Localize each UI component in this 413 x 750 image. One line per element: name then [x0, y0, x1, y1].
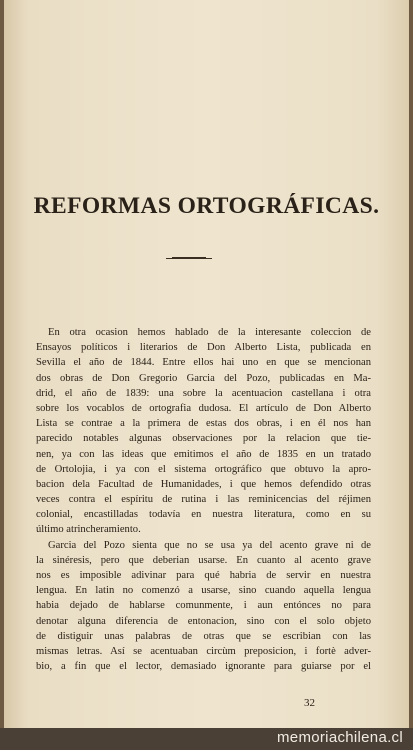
text-line: mismas letras. Así se acentuaban circùm preposicion, i fortè adver- — [36, 645, 371, 657]
text-line: de distiguir unas palabras de otras que se escribian con las — [36, 630, 371, 642]
paragraph-1 — [36, 325, 371, 538]
text-line: Lista se contrae a la primera de estas dos obras, i en él nos han — [36, 418, 371, 430]
watermark-text: memoriachilena.cl — [277, 729, 403, 746]
page-number: 32 — [304, 697, 315, 709]
text-line: Ensayos políticos i literarios de Don Alberto Lista, publicada en — [36, 342, 371, 354]
text-line: dos obras de Don Gregorio Garcia del Pozo, publicadas en Ma- — [36, 372, 371, 384]
text-line: Garcia del Pozo sienta que no se usa ya del acento grave ni de — [48, 539, 371, 551]
text-line: En otra ocasion hemos hablado de la interesante coleccion de — [48, 327, 371, 338]
text-line: Sevilla el año de 1844. Entre ellos hai uno en que se mencionan — [36, 357, 371, 369]
title-ornament-rule — [172, 257, 206, 259]
text-line: colonial, encastilladas todavía en nuestra literatura, como en su — [36, 509, 371, 521]
text-line: la sinéresis, pero que deberian usarse. En cuanto al acento grave — [36, 554, 371, 566]
text-line: parecido notables algunas observaciones por la relacion que tie- — [36, 433, 371, 445]
paragraph-2 — [36, 538, 371, 675]
text-line: nen, ya con las ideas que emitimos el año de 1835 en un tratado — [36, 448, 371, 460]
chapter-title: REFORMAS ORTOGRÁFICAS. — [33, 193, 380, 219]
body-text — [36, 325, 371, 674]
text-line: bio, a fin que el lector, demasiado ignorante para guiarse por el — [36, 661, 371, 673]
text-line: último atrincheramiento. — [36, 524, 141, 536]
text-line: drid, el año de 1839: una sobre la acentuacion castellana i otra — [36, 387, 371, 399]
book-page — [4, 0, 409, 728]
text-line: nos es imposible adivinar para qué habria de servir en nuestra — [36, 570, 371, 581]
text-line: denotar alguna diferencia de entonacion, sino con el solo objeto — [36, 615, 371, 627]
text-line: habia dejado de hablarse comunmente, i aun entónces no para — [36, 600, 371, 612]
text-line: veces contra el espíritu de rutina i las reminicencias del réjimen — [36, 494, 371, 506]
text-line: bacion dela Facultad de Humanidades, i que hemos defendido otras — [36, 478, 371, 490]
bleed-through-header — [64, 0, 354, 10]
text-line: de Ortolojia, i ya con el sistema ortográfico que obtuvo la apro- — [36, 463, 371, 475]
text-line: sobre los vocablos de ortografia dudosa. El artículo de Don Alberto — [36, 402, 371, 414]
text-line: lengua. En latin no comenzó a usarse, sino cuando aquella lengua — [36, 585, 371, 597]
